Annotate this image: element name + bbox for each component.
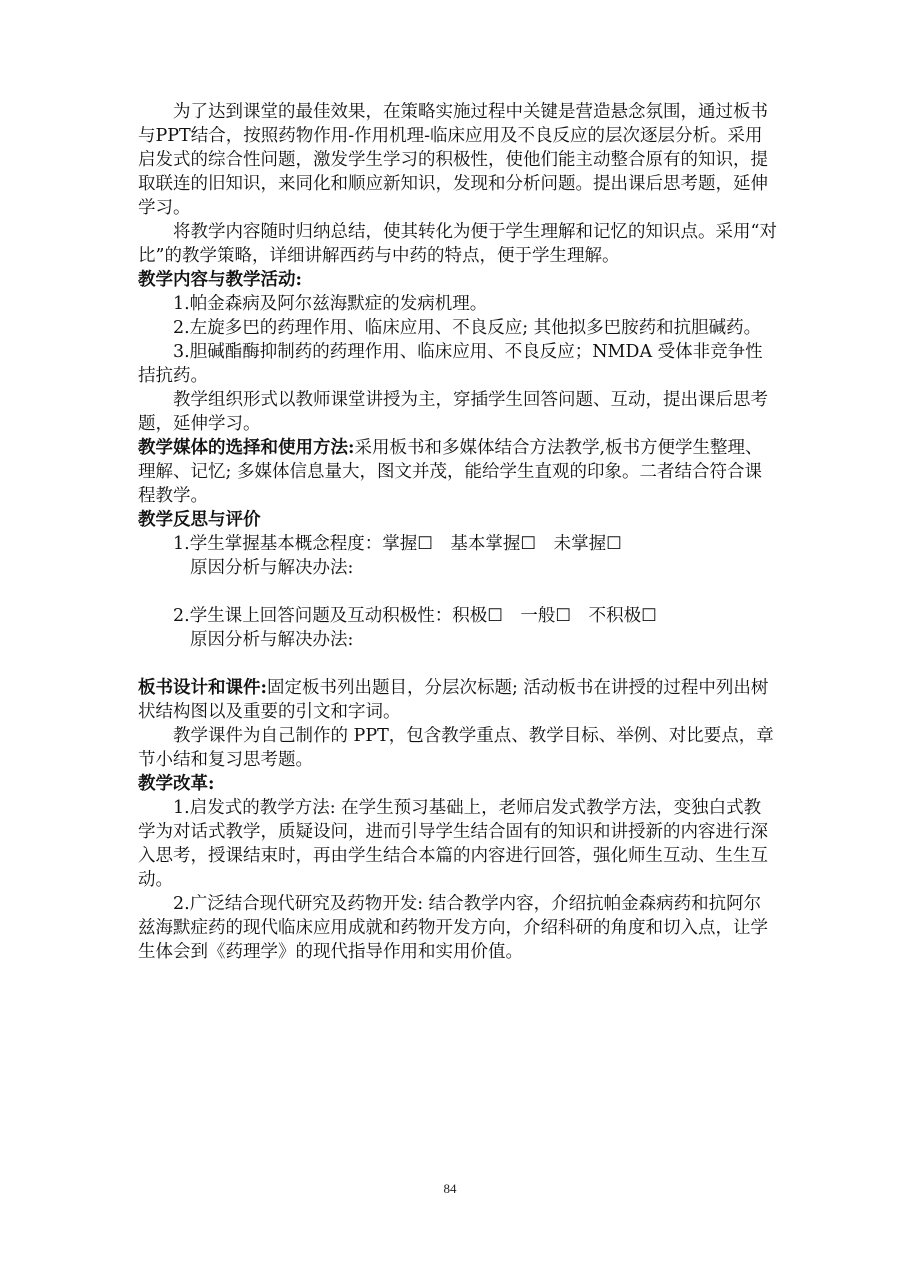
board-text: 固定板书列出题目，分层次标题; 活动板书在讲授的过程中列出树状结构图以及重要的引文和字词。	[138, 678, 769, 722]
content-item-2: 2.左旋多巴的药理作用、临床应用、不良反应; 其他拟多巴胺药和抗胆碱药。	[173, 318, 762, 338]
blank-answer-space-2	[138, 652, 778, 676]
intro-paragraph-2: 将教学内容随时归纳总结，使其转化为便于学生理解和记忆的知识点。采用“对比”的教学策略，详细讲解西药与中药的特点，便于学生理解。	[138, 222, 777, 266]
media-text: 采用板书和多媒体结合方法教学,板书方便学生整理、理解、记忆; 多媒体信息量大，图文并茂，能给学生直观的印象。二者结合符合课程教学。	[138, 438, 763, 506]
reflection-question-2: 2.学生课上回答问题及互动积极性：积极☐ 一般☐ 不积极☐	[173, 606, 657, 626]
ppt-paragraph: 教学课件为自己制作的 PPT，包含教学重点、教学目标、举例、对比要点，章节小结和复习思考题。	[138, 726, 774, 770]
content-item-3: 3.胆碱酯酶抑制药的药理作用、临床应用、不良反应；NMDA 受体非竞争性拮抗药。	[138, 342, 763, 386]
organization-paragraph: 教学组织形式以教师课堂讲授为主，穿插学生回答问题、互动，提出课后思考题，延伸学习。	[138, 390, 768, 434]
reform-item-2: 2.广泛结合现代研究及药物开发: 结合教学内容，介绍抗帕金森病药和抗阿尔兹海默症药的现代临床应用成就和药物开发方向，介绍科研的角度和切入点，让学生体会到《药理学》的现代指导作用和实用价值。	[138, 894, 768, 962]
reflection-reason-2: 原因分析与解决办法:	[190, 630, 354, 650]
intro-paragraph-1: 为了达到课堂的最佳效果，在策略实施过程中关键是营造悬念氛围，通过板书与PPT结合，按照药物作用-作用机理-临床应用及不良反应的层次逐层分析。采用启发式的综合性问题，激发学生学习的积极性，使他们能主动整合原有的知识，提取联连的旧知识，来同化和顺应新知识，发现和分析问题。提出课后思考题，延伸学习。	[138, 102, 768, 218]
content-heading: 教学内容与教学活动:	[138, 270, 302, 290]
reform-item-1: 1.启发式的教学方法: 在学生预习基础上，老师启发式教学方法，变独白式教学为对话式教学，质疑设问，进而引导学生结合固有的知识和讲授新的内容进行深入思考，授课结束时，再由学生结合本篇的内容进行回答，强化师生互动、生生互动。	[138, 798, 768, 890]
page-number: 84	[443, 1181, 457, 1196]
document-body	[138, 100, 778, 964]
reflection-heading: 教学反思与评价	[138, 510, 261, 530]
reform-heading: 教学改革:	[138, 774, 215, 794]
media-heading: 教学媒体的选择和使用方法:	[138, 438, 355, 458]
reflection-question-1: 1.学生掌握基本概念程度：掌握☐ 基本掌握☐ 未掌握☐	[173, 534, 622, 554]
content-item-1: 1.帕金森病及阿尔兹海默症的发病机理。	[173, 294, 488, 314]
board-heading: 板书设计和课件:	[138, 678, 267, 698]
board-paragraph	[138, 676, 778, 724]
blank-answer-space-1	[138, 580, 778, 604]
reflection-reason-1: 原因分析与解决办法:	[190, 558, 354, 578]
media-paragraph	[138, 436, 778, 508]
